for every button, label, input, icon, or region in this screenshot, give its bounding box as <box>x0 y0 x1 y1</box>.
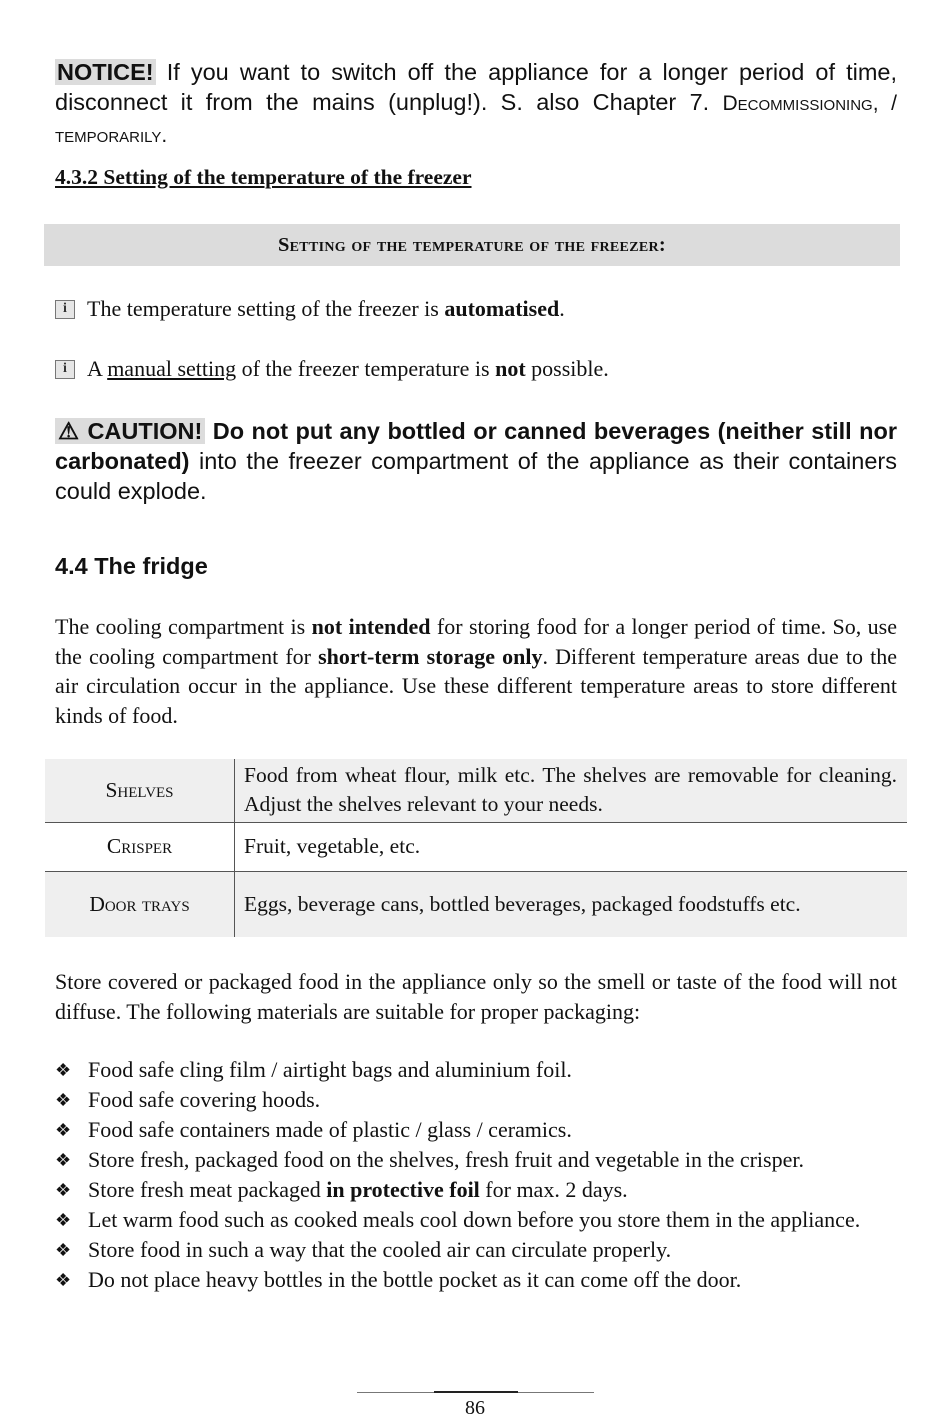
table-row <box>45 822 907 871</box>
bullet-icon: ❖ <box>55 1090 72 1110</box>
list-item: ❖ Store fresh meat packaged in protective foil for max. 2 days. <box>55 1175 897 1205</box>
bullet-icon: ❖ <box>55 1180 72 1200</box>
caution-label: ⚠ CAUTION! <box>55 418 205 444</box>
list-item: ❖ Let warm food such as cooked meals cool down before you store them in the appliance. <box>55 1205 897 1235</box>
info-line-manual <box>55 356 609 382</box>
info-line-automatised <box>55 296 565 322</box>
caution-text: into the freezer compartment of the appliance as their containers could explode. <box>55 448 897 504</box>
storage-zones-table <box>45 759 907 937</box>
zone-name: Crisper <box>45 822 235 871</box>
caution-bold-text: Do not put any bottled or canned beverages (neither still nor carbonated) <box>55 418 897 474</box>
packaging-paragraph: Store covered or packaged food in the appliance only so the smell or taste of the food will not diffuse. The following materials are suitable for proper packaging: <box>55 969 897 1024</box>
section-heading-4-3-2: 4.3.2 Setting of the temperature of the freezer <box>55 165 472 189</box>
section-heading-4-4: 4.4 The fridge <box>55 553 208 579</box>
zone-name: Shelves <box>45 759 235 822</box>
fridge-paragraph: The cooling compartment is not intended for storing food for a longer period of time. So, use the cooling compartment for short-term storage only. Different temperature areas due to the air circulation occur in the appliance. Use these different temperature areas to store different kinds of food. <box>55 614 897 728</box>
footer-divider-mark <box>434 1391 518 1393</box>
zone-description: Eggs, beverage cans, bottled beverages, packaged foodstuffs etc. <box>235 871 908 937</box>
list-item: ❖ Food safe covering hoods. <box>55 1085 897 1115</box>
info-icon: i <box>55 300 75 319</box>
info-text: The temperature setting of the freezer is automatised. <box>87 296 565 321</box>
notice-label: NOTICE! <box>57 59 154 85</box>
bullet-icon: ❖ <box>55 1210 72 1230</box>
list-item: ❖ Food safe containers made of plastic / glass / ceramics. <box>55 1115 897 1145</box>
table-row <box>45 871 907 937</box>
bullet-icon: ❖ <box>55 1120 72 1140</box>
zone-description: Fruit, vegetable, etc. <box>244 834 421 858</box>
setting-title: Setting of the temperature of the freezer: <box>277 233 667 256</box>
info-text: A manual setting of the freezer temperature is not possible. <box>87 356 609 381</box>
bullet-icon: ❖ <box>55 1060 72 1080</box>
zone-description: Food from wheat flour, milk etc. The shelves are removable for cleaning. Adjust the shelves relevant to your needs. <box>235 759 908 822</box>
info-icon: i <box>55 360 75 379</box>
warning-icon: ⚠ <box>58 418 80 444</box>
notice-paragraph <box>55 57 897 151</box>
zone-name: Door trays <box>45 871 235 937</box>
bullet-icon: ❖ <box>55 1240 72 1260</box>
list-item: ❖ Do not place heavy bottles in the bottle pocket as it can come off the door. <box>55 1265 897 1295</box>
list-item: ❖ Food safe cling film / airtight bags and aluminium foil. <box>55 1055 897 1085</box>
setting-title-bar <box>44 224 900 266</box>
bullet-icon: ❖ <box>55 1270 72 1290</box>
list-item: ❖ Store food in such a way that the cooled air can circulate properly. <box>55 1235 897 1265</box>
notice-chapter-ref: Decommissioning, / temporarily. <box>55 92 897 147</box>
list-item: ❖ Store fresh, packaged food on the shelves, fresh fruit and vegetable in the crisper. <box>55 1145 897 1175</box>
table-row <box>45 759 907 822</box>
caution-paragraph <box>55 416 897 506</box>
page-number: 86 <box>465 1397 485 1419</box>
bullet-icon: ❖ <box>55 1150 72 1170</box>
packaging-tips-list <box>55 1055 897 1295</box>
notice-text: If you want to switch off the appliance for a longer period of time, disconnect it from the mains (unplug!). S. also Chapter 7. <box>55 59 897 115</box>
